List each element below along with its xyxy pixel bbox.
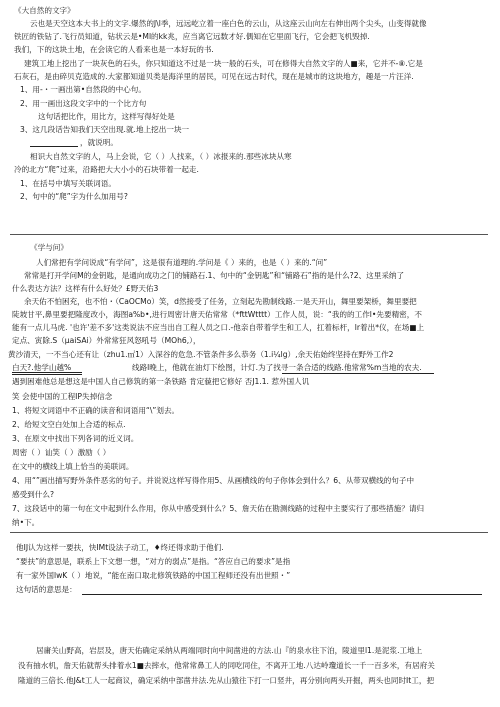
section2-p1-line3: 什么表达方法？这样有什么好处？£野天佑3 — [12, 284, 159, 293]
section1-p1-line2: 铁匠的铁钻了.飞行员知道，钻状云是•Ml的kk兆，应当离它远数才好.偶知在它里面飞行，它会把飞机毁掉. — [14, 32, 370, 41]
section2-p3-line2: 遇到困难他总是想这是中国人自己修筑的第一条铁路 肯定藐把它修好 否J1.1. 惹外国人讥 — [12, 377, 310, 386]
section2-question-3: 3、在原文中找出下列各词的近义词。 — [12, 434, 139, 443]
section1-question-2-line2: 这句话把比作，用比方，这样写得好处是 — [38, 112, 175, 121]
section3-line3: 有一家外国lwK（ ）地说，“能在南口取北修筑铁路的中国工程师还没有出世照・” — [16, 571, 291, 580]
section2-question-4-line2: 感受到什么? — [12, 490, 54, 499]
section2-question-7-line2: 纳•下。 — [12, 518, 40, 527]
section1-p1-line1: 云也是天空这本大书上的文字.爆然的J\l季，远远屹立着一座白色的云山，从这座云山向左右伸出两个尖头，山变得就像 — [30, 19, 427, 28]
underline — [282, 373, 434, 374]
double-underline-bottom — [12, 374, 82, 375]
section2-question-4: 4、用“”画出描写野外条件恶劣的句子。并说说这样写得作用5、从画横线的句子你体会到什么？6、从带双横线的句子中 — [12, 476, 415, 485]
section2-p2-line1: 余天佑不怕困充，也不怕・（CaOCMo）笑，d然接受了任务，立刻起先勘制线路.一是天开山，舞里要架桥，舞里要把 — [24, 297, 417, 306]
section-divider — [10, 234, 488, 235]
section1-title: 《大自然的文字》 — [14, 6, 75, 15]
section1-p2-line1: 建筑工地上挖出了一块灰色的石头，你只知道这不过是一块一般的石头，可在修得大自然文字的人■来，它并不-⑧.它是 — [24, 59, 423, 68]
section2-question-3-line: 周密（ ）讪笑（ ）激励（ ） — [12, 448, 111, 457]
section1-question-2: 2、用一画出这段文字中的一个比方句 — [20, 99, 147, 108]
section2-question-7: 7、这段话中的第一句在文中起到什么作用，你从中感受到什么？5、詹天佑在勘测线路的过程中主要实行了那些措施？请归 — [12, 504, 425, 513]
section2-question-2: 2、给短文空白处加上合适的标点. — [12, 420, 126, 429]
section1-question-3-line2: ，就说明。 — [80, 138, 118, 147]
section2-question-1: 1、将短文词语中不正确的读音和词语用“\”划去。 — [12, 406, 180, 415]
section2-title: 《学与问》 — [30, 243, 68, 252]
section2-p2-line4: 定点、寅除.S（µaiSAi）外常常狂风怒吼号（MOh6,）， — [12, 336, 201, 345]
section4-line3: 隆道的三倍长.他J&t工人一起商议，确定采纳中部凿井法.先从山猿往下打一口竖井，再分别向两头开掘，两头也同时It工，把 — [18, 676, 435, 685]
section1-question-1: 1、用-・一画出第•自然段的中心句。 — [20, 85, 146, 94]
section1-p1-line3: 我们，下的这块土地，在会读它的人看来也是一本好玩的书. — [14, 45, 214, 54]
section-divider — [10, 532, 488, 533]
section2-p1-line2: 常常是打开学问M的金钥匙，是通向成功之门的铺路石.1、句中的“金钥匙”和“铺路石”指的是什么?2、这里采纳了 — [24, 271, 405, 280]
section2-question-4-pre: 在文中的横线上填上恰当的美联词。 — [12, 462, 134, 471]
section1-question-4: 1、在括号中填写关联词语。 — [20, 179, 116, 188]
section2-p2-line2: 陡坡甘平,鼻里要把隆度改小，海图a%b•,进行周密计唐天佑常常（*fttWtttt）工作人员，说：“我的的工作l•先要精密，不 — [12, 310, 422, 319]
section4-line2: 没有抽水机，詹天佑就帮头排着水1■去摔水，他常常鼻工人的同吃同住，不离开工地.八达岭瓊道长一千一百多米，有居府关 — [18, 661, 435, 670]
section3-line2: “要扶”的意思是，联系上下文想一想，“对方的弱点”是指。“答应自己的要求”是指 — [16, 557, 291, 566]
section2-p3-line1-a: 白天?.他学山越% — [12, 363, 72, 372]
section3-line4: 这句话的意思是： — [16, 585, 77, 594]
section1-p3-line1: 相识大自然文字的人，马上会说，它（ ）人找来，（ ）冰报来的.那些冰块从寒 — [30, 152, 292, 161]
section1-p3-line2: 冷的北方“爬”过来，沿路把大大小小的石块带着一起走. — [14, 165, 199, 174]
answer-blank-line — [30, 146, 78, 147]
section2-p2-line3: 能有一点儿马虎. '也许'差不多'这类说法不应当出自工程人员之口.-他亲自带着学生和工人，扛着标杆，lr着出*仪，在场■上 — [12, 323, 425, 332]
section2-p1-line1: 人们常把有学问说成“有学问”，这是很有道理的.学问是《 ）来的，也是（ ）来的.“问” — [36, 258, 328, 267]
section1-question-5: 2、句中的“爬”字为什么加用号? — [20, 192, 128, 201]
section2-p3-line1-b: 线路l晚上，他就在油灯下绘图，计灯.为了找寻一条合适的线路.他常常%m当地的农夫. — [132, 363, 422, 372]
section3-line1: 他IJ认为这样一要扶，快IMt设法子动工，♦终还得求助于他们. — [16, 543, 224, 552]
section4-line1: 居庸关山野高，岩层及，唐天佑确定采纳从两端同时向中间凿进的方法.山『的泉水往下泊，陵道里l1.是泥浆.工地上 — [36, 646, 423, 655]
section1-question-3: 3、这几段话告知我们天空出现.就.地上挖出一块一 — [20, 125, 190, 134]
answer-blank-line — [82, 594, 482, 595]
section2-p2-line5: 黄沙清天，一不当心还有让（zhu1.㎡1）入深谷的危急.不管条件多么恭务（1.i¼lg）,余天佑始终坚持在野外工作2 — [8, 350, 394, 359]
section1-p2-line2: 石灰石，是由碎贝克造成的.大家都知道贝类是海洋里的居民，可见在远古时代，现在是城市的这块地方，趣是一片汪洋. — [14, 72, 414, 81]
double-underline-top — [12, 372, 82, 373]
section2-p3-line3: 笑 会使中国的工程IP失掉信念 — [12, 392, 113, 401]
